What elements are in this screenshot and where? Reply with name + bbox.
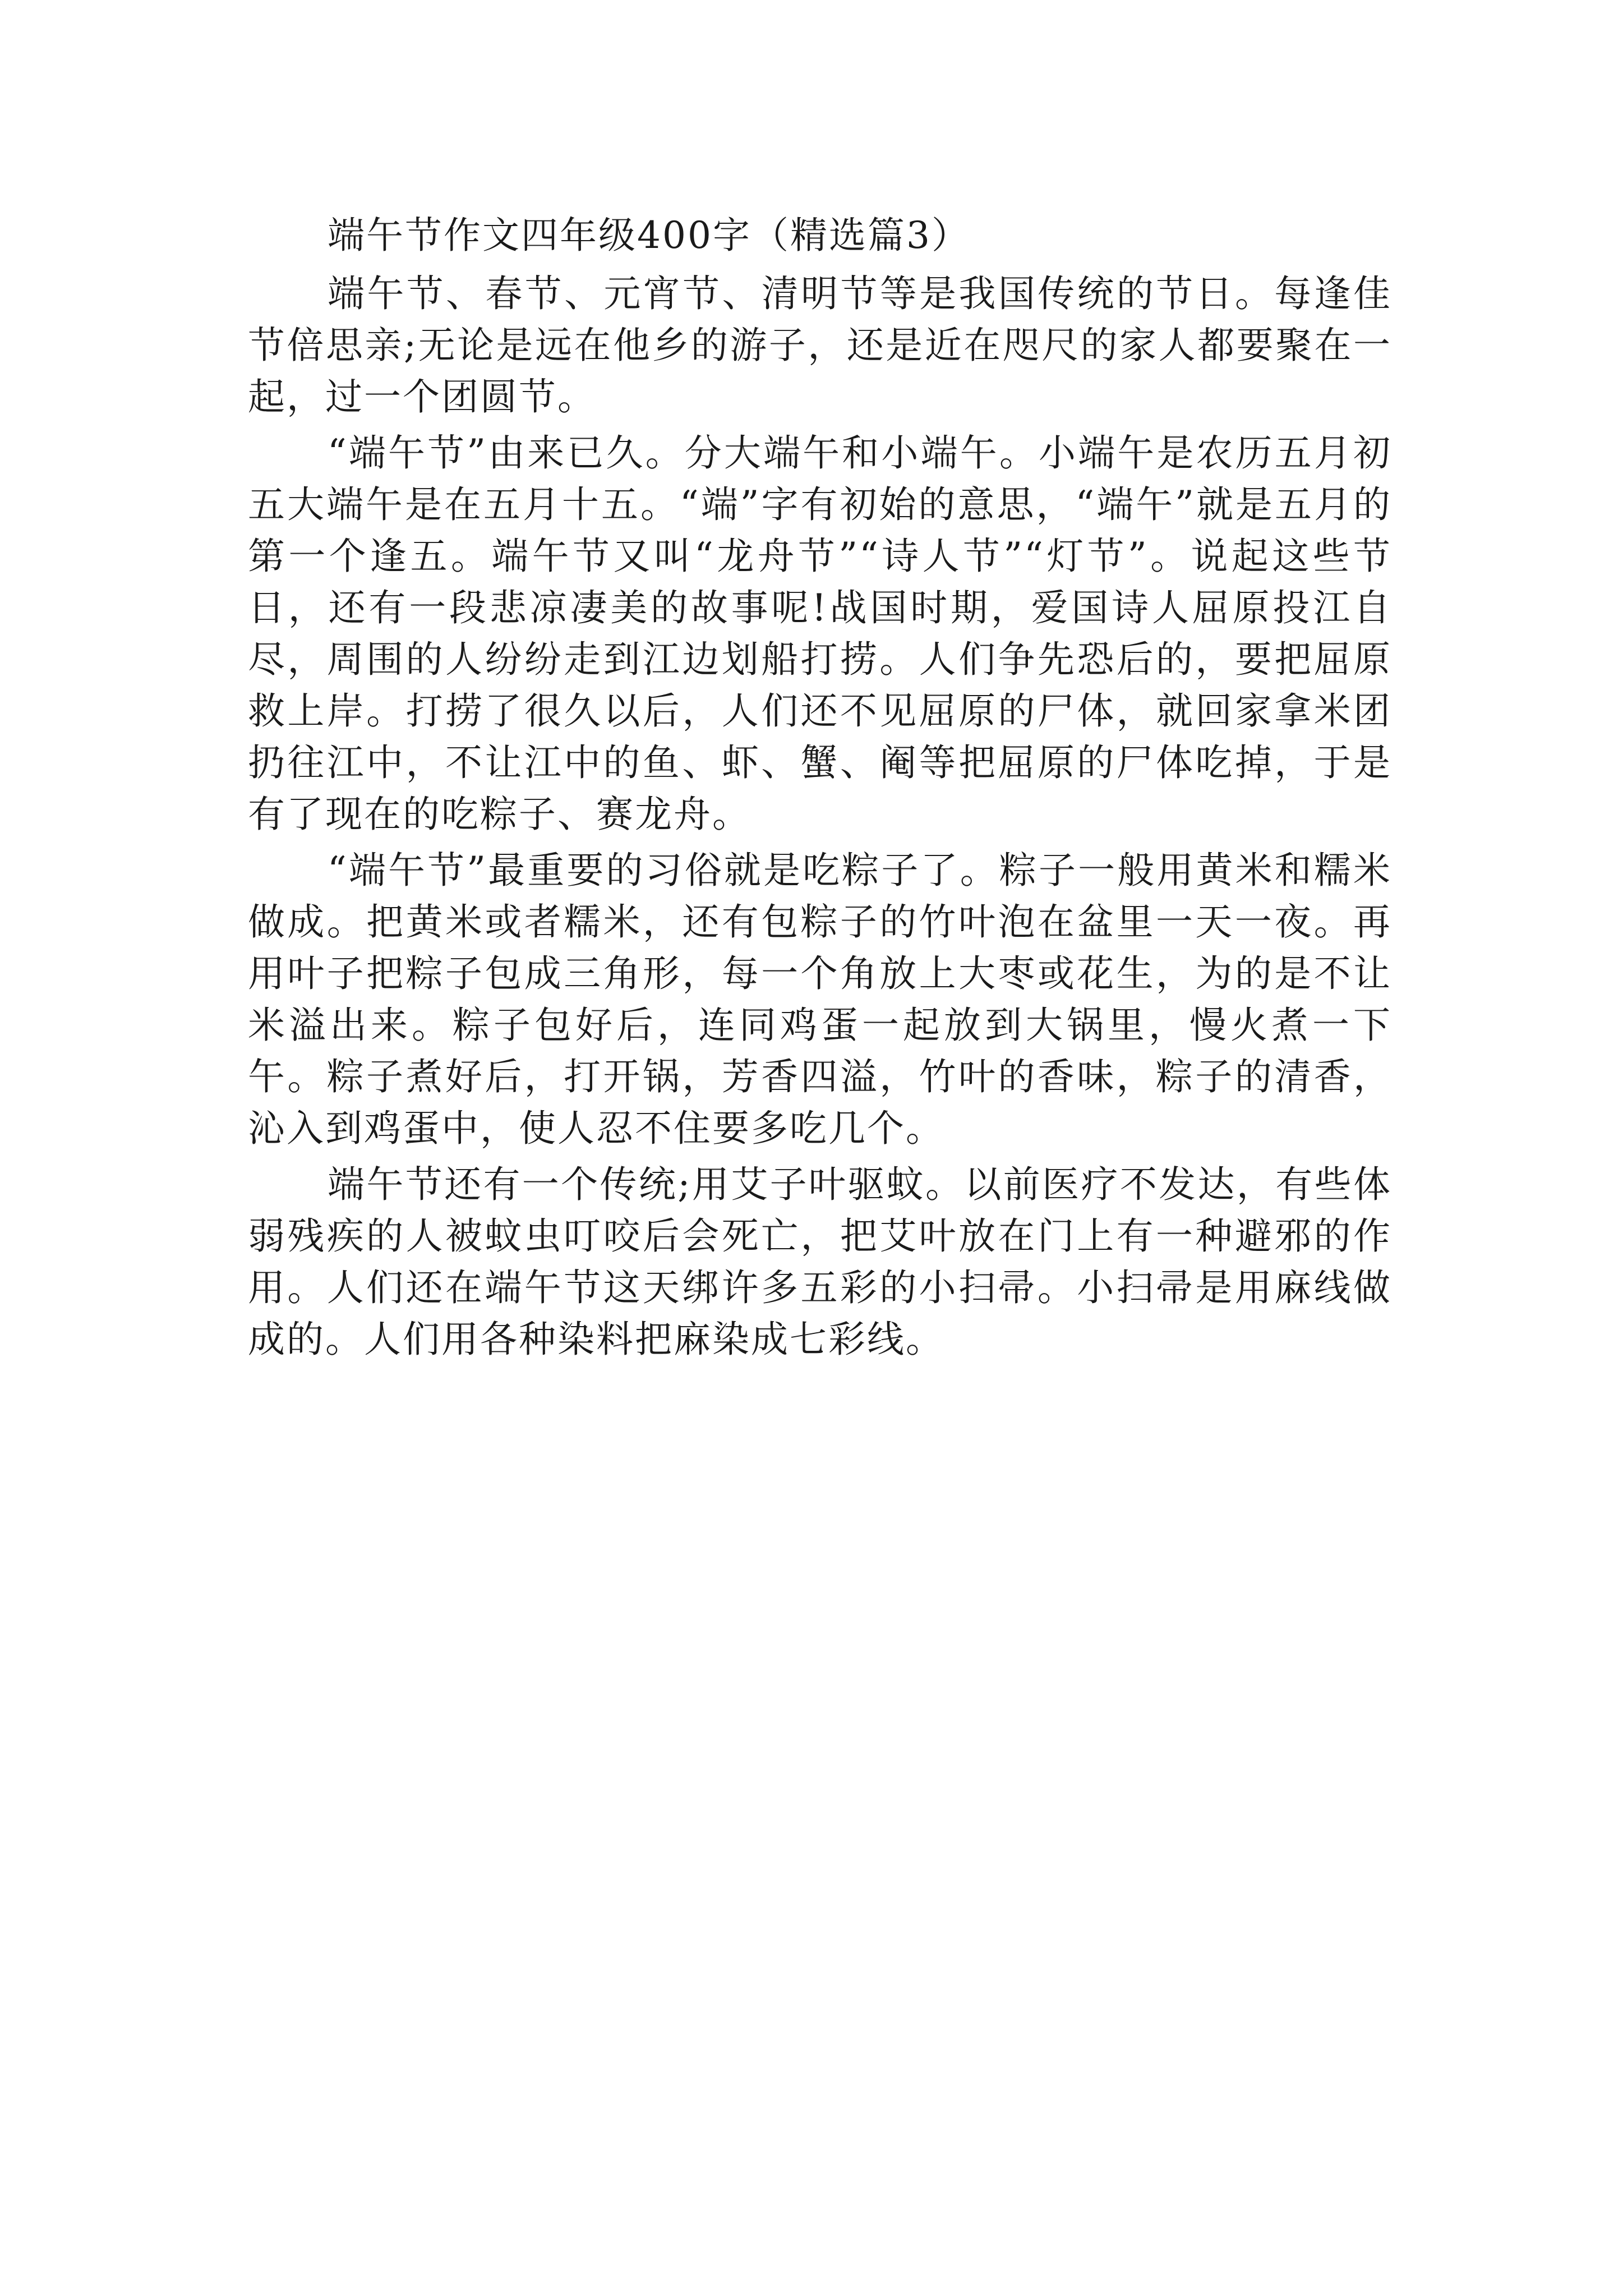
paragraph-intro: 端午节、春节、元宵节、清明节等是我国传统的节日。每逢佳节倍思亲;无论是远在他乡的游子，还是近在咫尺的家人都要聚在一起，过一个团圆节。	[248, 272, 1392, 418]
paragraph-mugwort-tradition: 端午节还有一个传统;用艾子叶驱蚊。以前医疗不发达，有些体弱残疾的人被蚊虫叮咬后会死亡，把艾叶放在门上有一种避邪的作用。人们还在端午节这天绑许多五彩的小扫帚。小扫帚是用麻线做成的。人们用各种染料把麻染成七彩线。	[248, 1163, 1392, 1361]
paragraph-origin-story: “端午节”由来已久。分大端午和小端午。小端午是农历五月初五大端午是在五月十五。“端”字有初始的意思，“端午”就是五月的第一个逢五。端午节又叫“龙舟节”“诗人节”“灯节”。说起这些节日，还有一段悲凉凄美的故事呢!战国时期，爱国诗人屈原投江自尽，周围的人纷纷走到江边划船打捞。人们争先恐后的，要把屈原救上岸。打捞了很久以后，人们还不见屈原的尸体，就回家拿米团扔往江中，不让江中的鱼、虾、蟹、阉等把屈原的尸体吃掉，于是有了现在的吃粽子、赛龙舟。	[248, 431, 1392, 836]
document-title: 端午节作文四年级400字（精选篇3）	[328, 214, 970, 257]
paragraph-zongzi: “端午节”最重要的习俗就是吃粽子了。粽子一般用黄米和糯米做成。把黄米或者糯米，还有包粽子的竹叶泡在盆里一天一夜。再用叶子把粽子包成三角形，每一个角放上大枣或花生，为的是不让米溢出来。粽子包好后，连同鸡蛋一起放到大锅里，慢火煮一下午。粽子煮好后，打开锅，芳香四溢，竹叶的香味，粽子的清香，沁入到鸡蛋中，使人忍不住要多吃几个。	[248, 849, 1392, 1150]
document-body	[248, 208, 1392, 1370]
